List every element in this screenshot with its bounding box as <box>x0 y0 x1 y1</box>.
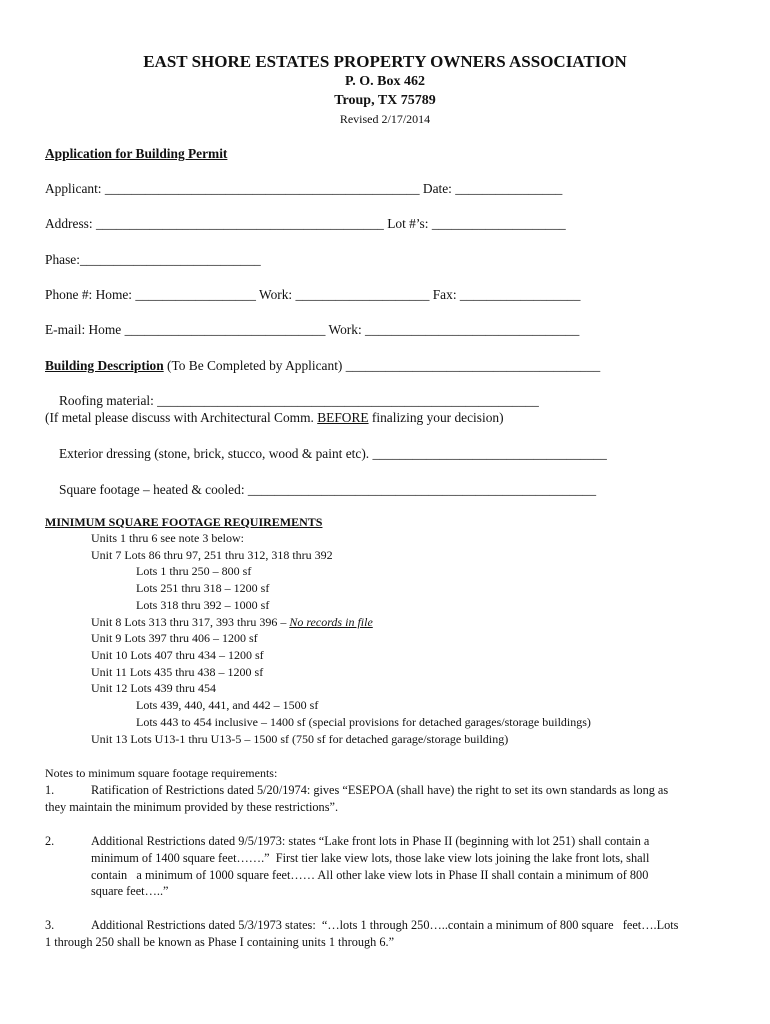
req-unit-11: Unit 11 Lots 435 thru 438 – 1200 sf <box>91 665 264 679</box>
email-line: E-mail: Home ______________________________ Work: ________________________________ <box>45 322 580 337</box>
roofing-line: Roofing material: _________________________________________________________ <box>59 393 539 408</box>
note-2-line-2: minimum of 1400 square feet…….” First tier lake view lots, those lake view lots joining the lake front lots, shall <box>91 851 650 865</box>
req-unit-8 <box>91 615 373 630</box>
phone-line: Phone #: Home: __________________ Work: ____________________ Fax: __________________ <box>45 287 581 302</box>
req-unit-12: Unit 12 Lots 439 thru 454 <box>91 681 216 695</box>
section-title: Application for Building Permit <box>45 146 228 161</box>
requirements-title: MINIMUM SQUARE FOOTAGE REQUIREMENTS <box>45 515 323 529</box>
note-3-line-1: Additional Restrictions dated 5/3/1973 states: “…lots 1 through 250…..contain a minimum of 800 square feet….Lots <box>91 918 679 932</box>
req-unit-10: Unit 10 Lots 407 thru 434 – 1200 sf <box>91 648 264 662</box>
note-2-line-3: contain a minimum of 1000 square feet…… All other lake view lots in Phase II shall contain a minimum of 800 <box>91 868 649 882</box>
note-2-number: 2. <box>45 834 55 848</box>
note-1-line-2: they maintain the minimum provided by these restrictions”. <box>45 800 339 814</box>
building-description-line <box>45 358 600 374</box>
roofing-note <box>45 410 504 426</box>
note-1-number: 1. <box>45 783 55 797</box>
req-unit-7-b: Lots 251 thru 318 – 1200 sf <box>136 581 270 595</box>
applicant-date-line: Applicant: _______________________________________________ Date: ________________ <box>45 181 563 196</box>
roofing-note-post: finalizing your decision) <box>368 410 504 425</box>
req-unit-8-text: Unit 8 Lots 313 thru 317, 393 thru 396 – <box>91 615 290 629</box>
req-unit-7: Unit 7 Lots 86 thru 97, 251 thru 312, 318 thru 392 <box>91 548 333 562</box>
po-box: P. O. Box 462 <box>345 74 425 89</box>
note-2-line-1: Additional Restrictions dated 9/5/1973: states “Lake front lots in Phase II (beginning with lot 251) shall contain a <box>91 834 650 848</box>
square-footage-line: Square footage – heated & cooled: ____________________________________________________ <box>59 482 597 497</box>
req-unit-8-note: No records in file <box>289 615 373 629</box>
notes-heading: Notes to minimum square footage requirements: <box>45 766 278 780</box>
req-unit-9: Unit 9 Lots 397 thru 406 – 1200 sf <box>91 631 258 645</box>
req-unit-7-c: Lots 318 thru 392 – 1000 sf <box>136 598 270 612</box>
note-1-line-1: Ratification of Restrictions dated 5/20/1974: gives “ESEPOA (shall have) the right to set its own standards as long as <box>91 783 669 797</box>
req-unit-12-b: Lots 443 to 454 inclusive – 1400 sf (special provisions for detached garages/storage buildings) <box>136 715 591 729</box>
address-lot-line: Address: ___________________________________________ Lot #’s: ____________________ <box>45 216 566 231</box>
building-description-rest: (To Be Completed by Applicant) ______________________________________ <box>163 358 601 373</box>
revised-date: Revised 2/17/2014 <box>339 112 431 126</box>
org-title: EAST SHORE ESTATES PROPERTY OWNERS ASSOCIATION <box>143 52 627 71</box>
req-unit-12-a: Lots 439, 440, 441, and 442 – 1500 sf <box>136 698 319 712</box>
roofing-note-pre: (If metal please discuss with Architectural Comm. <box>45 410 318 425</box>
req-unit-13: Unit 13 Lots U13-1 thru U13-5 – 1500 sf (750 sf for detached garage/storage building) <box>91 732 509 746</box>
note-3-number: 3. <box>45 918 55 932</box>
note-3-line-2: 1 through 250 shall be known as Phase I containing units 1 through 6.” <box>45 935 395 949</box>
exterior-line: Exterior dressing (stone, brick, stucco, wood & paint etc). ___________________________________ <box>59 446 607 461</box>
city-state-zip: Troup, TX 75789 <box>334 93 436 108</box>
note-2-line-4: square feet…..” <box>91 884 169 898</box>
building-description-title: Building Description <box>45 358 164 373</box>
req-units-1-6: Units 1 thru 6 see note 3 below: <box>91 531 244 545</box>
phase-line: Phase:___________________________ <box>45 252 261 267</box>
req-unit-7-a: Lots 1 thru 250 – 800 sf <box>136 564 252 578</box>
roofing-note-before: BEFORE <box>317 410 369 425</box>
